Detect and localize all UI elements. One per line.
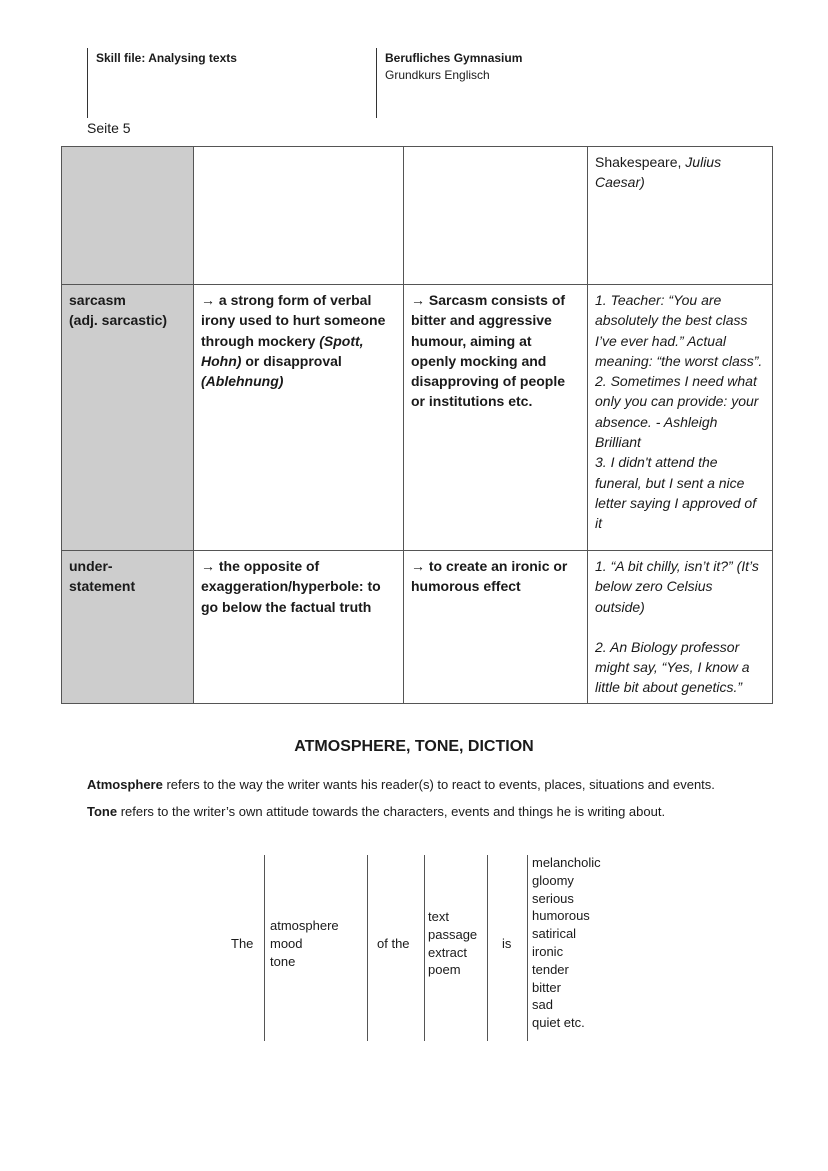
header-course: Grundkurs Englisch xyxy=(385,68,490,82)
example-item: 3. I didn't attend the funeral, but I sent a nice letter saying I approved of it xyxy=(595,454,757,532)
term-sarcasm-adjective: (adj. sarcastic) xyxy=(69,312,168,329)
definition-cell xyxy=(194,147,404,285)
phrase-adjective: gloomy xyxy=(532,872,574,888)
definition-cell xyxy=(194,551,404,704)
definition-text: → a strong form of verbal irony used to hurt someone through mockery xyxy=(201,292,386,349)
phrase-the: The xyxy=(231,936,254,951)
phrase-adjective: satirical xyxy=(532,926,577,942)
function-text: → Sarcasm consists of bitter and aggressive humour, aiming at openly mocking and disapproving of people or institutions etc. xyxy=(411,292,566,410)
header-divider-middle xyxy=(376,48,377,118)
atmosphere-text: refers to the way the writer wants his reader(s) to react to events, places, situations and events. xyxy=(162,777,715,792)
term-cell xyxy=(62,147,194,285)
phrase-is: is xyxy=(502,936,512,951)
phrase-adjectives xyxy=(532,854,601,1032)
example-work: Julius Caesar) xyxy=(595,154,722,191)
example-cell xyxy=(588,285,773,551)
function-cell xyxy=(404,551,588,704)
section-title: ATMOSPHERE, TONE, DICTION xyxy=(294,738,534,755)
phrase-adjective: ironic xyxy=(532,943,564,959)
phrase-text-type: passage xyxy=(428,926,478,942)
function-cell xyxy=(404,285,588,551)
table-row xyxy=(62,147,773,285)
phrase-adjective: melancholic xyxy=(532,855,601,870)
function-cell xyxy=(404,147,588,285)
definition-gloss: (Ablehnung) xyxy=(201,373,284,390)
phrase-divider xyxy=(264,855,265,1041)
header-left-title: Skill file: Analysing texts xyxy=(96,51,237,65)
phrase-noun: atmosphere xyxy=(270,918,339,933)
example-item: 2. Sometimes I need what only you can provide: your absence. - Ashleigh Brilliant xyxy=(595,373,759,451)
atmosphere-definition xyxy=(87,777,715,792)
term-cell xyxy=(62,285,194,551)
phrase-noun: tone xyxy=(270,953,296,969)
term-understatement: under-statement xyxy=(69,558,136,595)
phrase-adjective: tender xyxy=(532,961,569,977)
function-text: → to create an ironic or humorous effect xyxy=(411,558,568,595)
example-author: Shakespeare, xyxy=(595,154,686,170)
phrase-divider xyxy=(424,855,425,1041)
phrase-nouns xyxy=(270,917,339,970)
phrase-adjective: sad xyxy=(532,997,553,1013)
phrase-adjective: bitter xyxy=(532,979,561,995)
phrase-adjective: humorous xyxy=(532,908,590,924)
definition-gloss: (Spott, Hohn) xyxy=(201,332,364,369)
table-row xyxy=(62,551,773,704)
stylistic-devices-table xyxy=(61,146,773,704)
definition-text: or disapproval xyxy=(241,352,342,369)
term-sarcasm: sarcasm xyxy=(69,292,126,308)
table-row xyxy=(62,285,773,551)
definition-cell xyxy=(194,285,404,551)
phrase-text-type: poem xyxy=(428,962,461,978)
tone-definition xyxy=(87,804,665,819)
definition-text: → the opposite of exaggeration/hyperbole: to go below the factual truth xyxy=(201,558,381,615)
phrase-divider xyxy=(527,855,528,1041)
example-item: 2. An Biology professor might say, “Yes, I know a little bit about genetics.” xyxy=(595,638,750,696)
page-number: Seite 5 xyxy=(87,120,131,136)
tone-term: Tone xyxy=(87,804,118,819)
header-school: Berufliches Gymnasium xyxy=(385,51,523,65)
example-cell xyxy=(588,551,773,704)
phrase-text-type: text xyxy=(428,909,449,924)
phrase-of-the: of the xyxy=(377,936,410,951)
term-cell xyxy=(62,551,194,704)
phrase-divider xyxy=(367,855,368,1041)
phrase-divider xyxy=(487,855,488,1041)
header-divider-left xyxy=(87,48,88,118)
phrase-text-type: extract xyxy=(428,944,468,960)
phrase-noun: mood xyxy=(270,935,303,951)
tone-text: refers to the writer’s own attitude towards the characters, events and things he is writing about. xyxy=(117,804,666,819)
header-right xyxy=(385,50,522,84)
phrase-texts xyxy=(428,908,477,979)
phrase-adjective: quiet etc. xyxy=(532,1015,585,1031)
phrase-adjective: serious xyxy=(532,890,574,906)
example-cell xyxy=(588,147,773,285)
example-item: 1. “A bit chilly, isn’t it?” (It’s below zero Celsius outside) xyxy=(595,558,759,615)
atmosphere-term: Atmosphere xyxy=(87,777,163,792)
example-item: 1. Teacher: “You are absolutely the best class I’ve ever had.” Actual meaning: “the worst class”. xyxy=(595,292,763,369)
